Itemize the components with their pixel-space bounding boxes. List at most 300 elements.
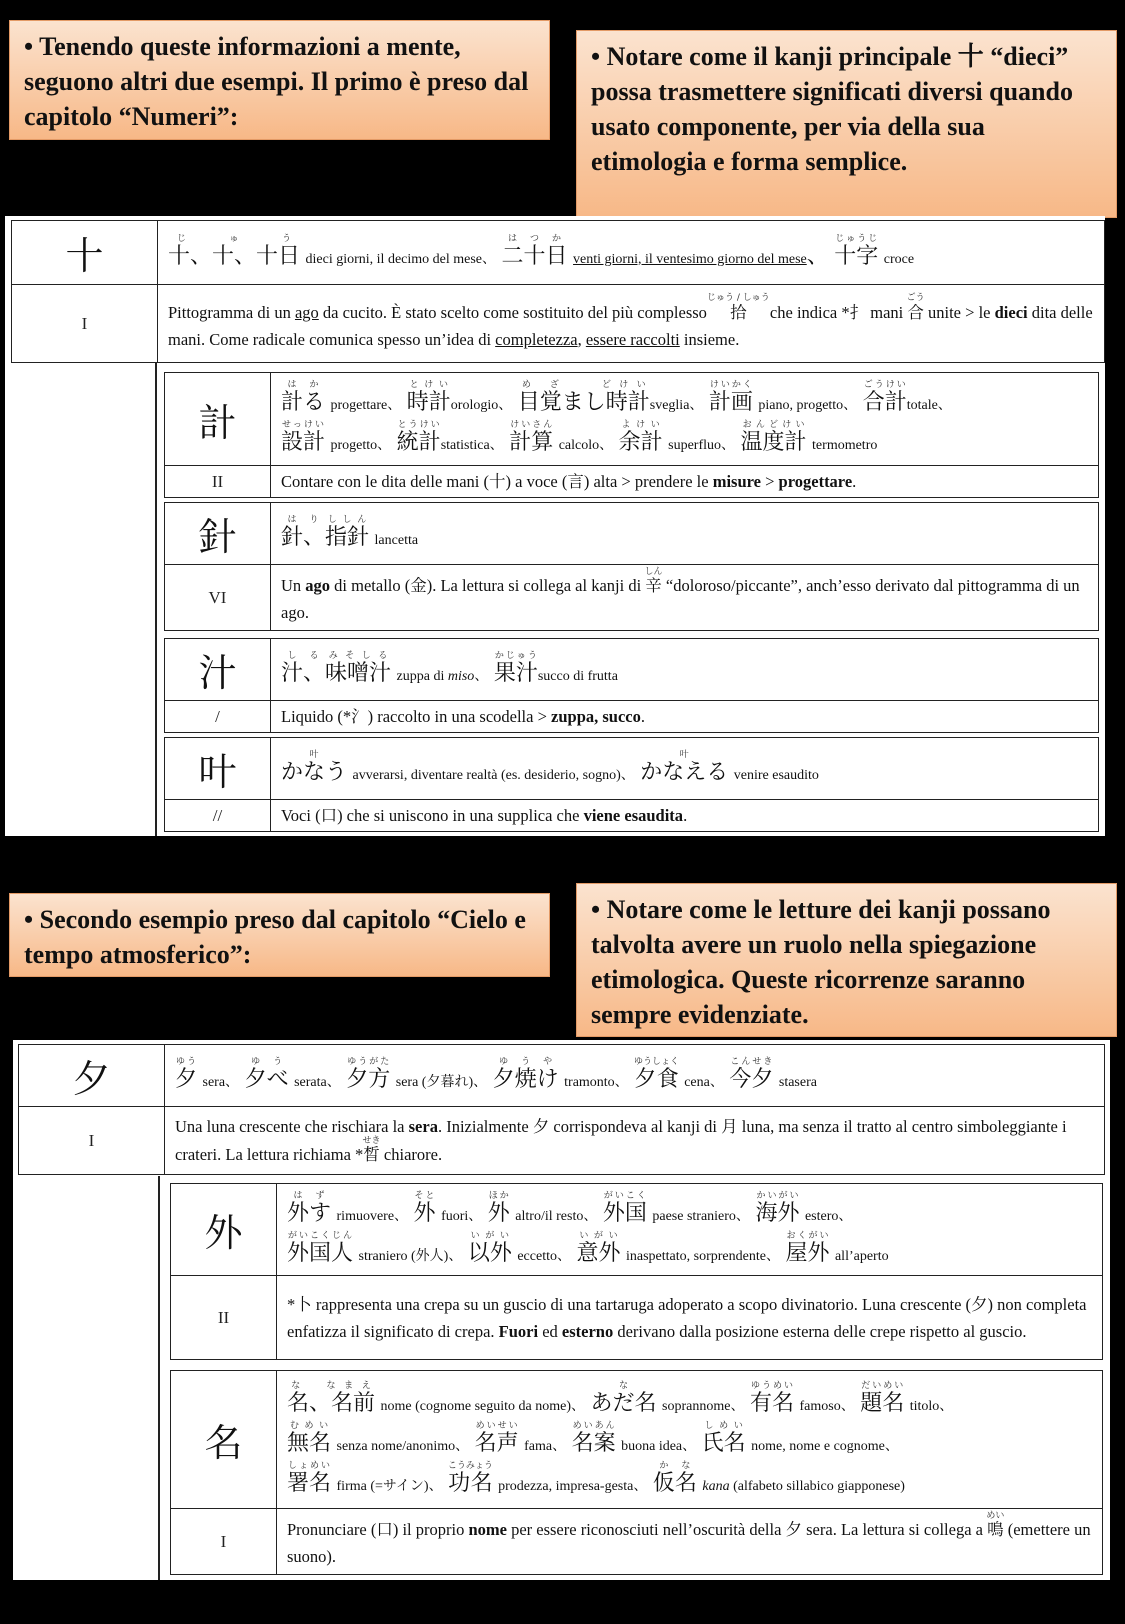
gloss: statistica、 [440,438,504,453]
level-juu: I [12,285,158,363]
juu-rt-1: じゅう [168,232,301,243]
text-fragment: 、 [474,668,489,684]
kei-row1 [281,379,1088,419]
kanji-word [729,1055,774,1091]
kanji-word [168,232,301,268]
kanji-table-kei [164,372,1099,498]
text-fragment: 果汁 [493,659,538,685]
furigana: な [590,1379,657,1390]
juu-sep: 、 [806,242,829,268]
text-fragment: misure [712,472,761,491]
gloss: venire esaudito [733,767,819,783]
text-fragment: 氏名 [701,1429,746,1455]
gloss: progettare、 [330,398,402,413]
text-fragment: 功名 [447,1469,493,1495]
furigana: めいせい [474,1419,519,1430]
text-fragment [19,1107,1105,1175]
text-fragment: 温度計 [740,429,807,454]
text-fragment [165,639,1099,733]
text-fragment: 夕 [175,1065,198,1091]
na-row3 [287,1460,1092,1500]
kanji-word [860,1379,905,1415]
furigana: はか [281,379,326,389]
furigana: ゆう [175,1055,198,1066]
juu-examples [158,221,1105,285]
kanji-table-soto [170,1183,1103,1360]
text-fragment: Fuori [498,1321,539,1341]
kanji-word [474,1419,519,1455]
text-fragment: 署名 [287,1469,332,1495]
kanji-word [325,513,370,549]
kanau-examples [271,738,1099,800]
text-fragment [171,1371,1103,1575]
text-fragment: 名声 [474,1429,519,1455]
juu-k: 拾 [707,302,770,322]
furigana: はず [287,1189,332,1200]
text-fragment: 今夕 [729,1065,774,1091]
gloss: avverarsi, diventare realtà (es. desiderio, sogno)、 [352,767,635,783]
gloss: paese straniero、 [652,1208,750,1224]
juu-t5: dita delle mani. Come radicale comunica spesso un’idea di [168,302,1093,349]
text-fragment: ed [538,1321,562,1341]
furigana: 叶 [640,748,729,759]
kanji-word [640,748,729,784]
gloss: orologio、 [450,398,513,413]
text-fragment: 晳 [362,1145,381,1164]
gloss: straniero (外人)、 [358,1248,463,1264]
text-fragment: 外 [413,1199,436,1225]
kanji-word [281,419,326,454]
level-hari: VI [165,565,271,631]
gloss: famoso、 [799,1398,855,1414]
furigana: 叶 [281,748,348,759]
gloss: firma (=サイン)、 [336,1478,443,1494]
kanji-word [644,567,663,595]
kanji-word [590,1379,657,1415]
juu-dieci: dieci [994,302,1028,322]
kanji-table-na [170,1370,1103,1575]
gloss: fama、 [524,1438,567,1454]
text-fragment: Voci (口) che si uniscono in una supplica che [281,806,584,825]
gloss: altro/il resto、 [515,1208,598,1224]
text-fragment: chiarore. [379,1145,443,1164]
text-fragment [12,221,1105,363]
text-fragment: Pronunciare (口) il proprio [287,1520,469,1539]
kei-w1 [281,379,326,414]
text-fragment: 計画 [708,389,753,414]
furigana: ゆう [244,1055,289,1066]
text-fragment: 鳴 [986,1520,1005,1539]
text-fragment: zuppa di [396,668,448,684]
kanji-word [740,419,807,454]
kanji-word [406,379,451,414]
gloss [702,1479,905,1494]
furigana: ゆうや [492,1055,559,1066]
soto-explanation [277,1276,1103,1360]
gloss: termometro [812,438,878,453]
kanji-word [281,748,348,784]
text-fragment: viene esaudita [583,806,684,825]
juu-rt-3: じゅうじ [834,232,879,243]
text-fragment: > [760,472,779,491]
gloss: buona idea、 [621,1438,697,1454]
text-fragment: 有名 [749,1389,794,1415]
text-fragment [165,373,1099,466]
text-fragment: 計算 [509,429,554,454]
kanji-kanau: 叶 [165,738,271,800]
text-fragment [19,1045,1105,1107]
level-yuu: I [19,1107,165,1175]
kanji-table-shiru [164,638,1099,733]
text-fragment: 名、名前 [287,1389,376,1415]
juu-t3: che indica *扌 mani [765,302,908,322]
text-fragment: *卜 rappresenta una crepa su un guscio di una tartaruga adoperato a scopo divinatorio. Luna crescente (夕) non completa enfatizza il significato di crepa. [287,1294,1087,1341]
text-fragment: progettare [778,472,853,491]
kei-explanation [271,466,1099,498]
kanji-kei: 計 [165,373,271,466]
furigana: そと [413,1189,436,1200]
juu-t6: , [577,329,586,349]
juu-go-rt: ごう [906,292,925,303]
furigana: ゆうしょく [633,1055,679,1066]
juu-ess: essere raccolti [585,329,680,349]
furigana: だいめい [860,1379,905,1390]
text-fragment: derivano dalla posizione esterna delle crepe rispetto al guscio. [613,1321,1027,1341]
gloss: serata、 [294,1074,341,1090]
gloss: senza nome/anonimo、 [336,1438,470,1454]
gloss [573,252,807,267]
juu-t7: insieme. [679,329,740,349]
furigana: こんせき [729,1055,774,1066]
text-fragment: Un [281,576,306,595]
kanji-word [906,292,925,322]
furigana: ゆうめい [749,1379,794,1390]
na-explanation [277,1509,1103,1575]
hari-explanation [271,565,1099,631]
na-examples [277,1371,1103,1509]
juu-ex-1: 十、十、十日 [168,242,301,268]
kanji-word [862,379,907,414]
furigana: みそしる [325,649,392,660]
level-soto: II [171,1276,277,1360]
furigana: めい [986,1511,1005,1521]
kanji-word [501,232,568,268]
gloss: prodezza, impresa-gesta、 [498,1478,648,1494]
level-kei: II [165,466,271,498]
kanji-word [576,1229,621,1265]
text-fragment [165,373,1099,498]
juu-t2: da cucito. È stato scelto come sostituito del più complesso [318,302,712,322]
gloss: tramonto、 [564,1074,629,1090]
kanji-na: 名 [171,1371,277,1509]
kanji-word [986,1511,1005,1539]
gloss: soprannome、 [662,1398,745,1414]
yuu-vline [158,1176,160,1580]
text-fragment: (alfabeto sillabico giapponese) [729,1478,905,1494]
gloss: estero、 [804,1208,853,1224]
kanji-word [633,1055,679,1091]
juu-rt-2: はつか [501,232,568,243]
kanji-hari: 針 [165,503,271,565]
juu-ex-3-gloss: croce [883,251,915,267]
gloss: eccetto、 [517,1248,571,1264]
text-fragment [165,466,1099,498]
gloss: titolo、 [909,1398,954,1414]
text-fragment [165,800,1099,832]
kanji-word [707,292,770,322]
furigana: けいさん [509,419,554,429]
furigana: がいこくじん [287,1229,354,1240]
kanji-word [834,232,879,268]
kanji-word [492,1055,559,1091]
text-fragment: 外す [287,1199,332,1225]
kanji-word [281,649,326,685]
furigana: けいかく [708,379,753,389]
text-fragment [165,565,1099,631]
shiru-explanation [271,701,1099,733]
text-fragment: 意外 [576,1239,621,1265]
yuu-explanation [165,1107,1105,1175]
furigana: かじゅう [493,649,538,660]
text-fragment: 計る [281,389,326,414]
kanau-explanation [271,800,1099,832]
furigana: おくがい [785,1229,830,1240]
furigana: ほか [487,1189,510,1200]
gloss: calcolo、 [558,438,614,453]
furigana: せき [362,1136,381,1146]
text-fragment [165,503,1099,565]
kanji-word [708,379,753,414]
kanji-shiru: 汁 [165,639,271,701]
kanji-word [785,1229,830,1265]
kanji-word [652,1459,697,1495]
juu-k-rt: じゅう / しゅう [707,292,770,303]
kanji-word [602,1189,647,1225]
kanji-word [755,1189,800,1225]
kanji-word [509,419,554,454]
juu-ex-3: 十字 [834,242,879,268]
soto-row2 [287,1230,1092,1270]
text-fragment [165,503,1099,631]
text-fragment: Liquido (*氵) raccolto in una scodella > [281,707,552,726]
gloss: cena、 [684,1074,724,1090]
shiru-examples [271,639,1099,701]
furigana: こうみょう [447,1459,493,1470]
gloss: piano, progetto、 [758,398,858,413]
gloss: inaspettato, sorprendente、 [626,1248,780,1264]
furigana: いがい [576,1229,621,1240]
gloss: superfluo、 [668,438,736,453]
furigana: おんどけい [740,419,807,429]
callout-second-example: • Secondo esempio preso dal capitolo “Cielo e tempo atmosferico”: [9,893,550,977]
text-fragment: 夕焼け [492,1065,559,1091]
kanji-word [287,1229,354,1265]
text-fragment: “doloroso/piccante”, anch’esso derivato dal pittogramma di un ago. [281,576,1080,622]
level-kanau: // [165,800,271,832]
text-fragment [171,1509,1103,1575]
sheet-numeri [5,216,1105,836]
text-fragment: あだ名 [590,1389,657,1415]
callout-note-juu: • Notare come il kanji principale 十 “dieci” possa trasmettere significati diversi quando usato componente, per via della sua etimologia e forma semplice. [576,30,1117,218]
furigana: しる [281,649,326,660]
text-fragment: kana [702,1478,730,1494]
kanji-word [487,1189,510,1225]
text-fragment: 外 [487,1199,510,1225]
gloss: all’aperto [834,1248,889,1264]
text-fragment [171,1184,1103,1276]
kanji-word [281,513,326,549]
furigana: しめい [701,1419,746,1430]
text-fragment: 指針 [325,523,370,549]
kei-examples [271,373,1099,466]
text-fragment: 題名 [860,1389,905,1415]
gloss: nome, nome e cognome、 [751,1438,899,1454]
kanji-word [287,1189,332,1225]
text-fragment: 夕食 [633,1065,679,1091]
gloss: sveglia、 [649,398,704,413]
furigana: むめい [287,1419,332,1430]
kanji-table-hari [164,502,1099,631]
text-fragment: 設計 [281,429,326,454]
text-fragment [171,1276,1103,1360]
juu-ex-2-gloss: venti giorni, il ventesimo giorno del mese [573,251,807,267]
text-fragment [12,285,1105,363]
text-fragment: 夕方 [346,1065,391,1091]
callout-note-readings: • Notare come le letture dei kanji possano talvolta avere un ruolo nella spiegazione etimologica. Queste ricorrenze saranno sempre evidenziate. [576,883,1117,1037]
gloss: fuori、 [441,1208,483,1224]
gloss: sera (夕暮れ)、 [395,1074,488,1090]
text-fragment: nome [468,1520,507,1539]
juu-explanation [158,285,1105,363]
furigana: めいあん [571,1419,616,1430]
kanji-word [346,1055,391,1091]
furigana: かな [652,1459,697,1470]
text-fragment: esterno [561,1321,614,1341]
text-fragment: 時計 [406,389,451,414]
furigana: とけい [406,379,451,389]
text-fragment: 余計 [618,429,663,454]
gloss: nome (cognome seguito da nome)、 [380,1398,586,1414]
level-shiru: / [165,701,271,733]
text-fragment [12,221,1105,285]
text-fragment: Una luna crescente che rischiara la [175,1117,409,1136]
kanji-word [701,1419,746,1455]
furigana: とうけい [396,419,441,429]
text-fragment [165,738,1099,800]
gloss: rimuovere、 [336,1208,409,1224]
text-fragment: 海外 [755,1199,800,1225]
text-fragment [165,738,1099,832]
furigana: ししん [325,513,370,524]
text-fragment [171,1184,1103,1360]
text-fragment: . [683,806,688,825]
kanji-word [571,1419,616,1455]
furigana: せっけい [281,419,325,429]
gloss: sera、 [202,1074,240,1090]
furigana: め ざ どけい [517,379,650,389]
text-fragment: zuppa, succo [551,707,641,726]
text-fragment [165,701,1099,733]
juu-vline [155,362,157,836]
kanji-word [467,1229,512,1265]
text-fragment: かなう [281,758,348,784]
text-fragment: 外国人 [287,1239,354,1265]
kanji-word [749,1379,794,1415]
na-row1 [287,1380,1092,1420]
juu-ex-1-gloss: dieci giorni, il decimo del mese、 [305,251,497,267]
juu-t4: unite > le [923,302,995,322]
text-fragment: 辛 [644,576,663,595]
kanji-word [325,649,392,685]
furigana: はり [281,513,326,524]
text-fragment: 目覚まし時計 [517,389,650,414]
text-fragment: 無名 [287,1429,332,1455]
text-fragment: 屋外 [785,1239,830,1265]
kanji-word [287,1459,332,1495]
text-fragment: sera [408,1117,438,1136]
kanji-word [396,419,441,454]
gloss: succo di frutta [537,668,618,684]
kanji-word [447,1459,493,1495]
yuu-examples [165,1045,1105,1107]
sheet-cielo [13,1040,1110,1580]
gloss: lancetta [374,532,419,548]
furigana: かいがい [755,1189,800,1200]
kanji-soto: 外 [171,1184,277,1276]
juu-comp: completezza [495,329,578,349]
furigana: がいこく [602,1189,647,1200]
level-na: I [171,1509,277,1575]
kanji-word [362,1136,381,1164]
juu-t1: Pittogramma di un [168,302,295,322]
text-fragment: . [640,707,646,726]
text-fragment: 針、 [281,523,326,549]
text-fragment: 味噌汁 [325,659,392,685]
furigana: しん [644,567,663,577]
kanji-word [244,1055,289,1091]
callout-intro: • Tenendo queste informazioni a mente, seguono altri due esempi. Il primo è preso dal capitolo “Numeri”: [9,20,550,140]
kanji-word [287,1379,376,1415]
text-fragment [165,639,1099,701]
gloss: stasera [778,1074,817,1090]
kanji-yuu: 夕 [19,1045,165,1107]
furigana: しょめい [287,1459,332,1470]
text-fragment [171,1371,1103,1509]
text-fragment: per essere riconosciuti nell’oscurità della 夕 sera. La lettura si collega a [506,1520,988,1539]
kanji-word [517,379,650,414]
text-fragment: . [852,472,857,491]
text-fragment: di metallo (金). La lettura si collega al kanji di [330,576,646,595]
kanji-word [618,419,663,454]
text-fragment: 名案 [571,1429,616,1455]
text-fragment: 仮名 [652,1469,697,1495]
text-fragment: 汁、 [281,659,326,685]
text-fragment: 以外 [467,1239,512,1265]
text-fragment: 夕べ [244,1065,289,1091]
text-fragment: ago [305,576,331,595]
juu-ago: ago [294,302,319,322]
gloss: totale、 [906,398,952,413]
hari-examples [271,503,1099,565]
furigana: いがい [467,1229,512,1240]
text-fragment: (emettere un suono). [287,1520,1091,1566]
juu-go: 合 [906,302,925,322]
furigana: な なまえ [287,1379,376,1390]
kanji-table-kanau [164,737,1099,832]
soto-examples [277,1184,1103,1276]
furigana: よけい [618,419,663,429]
furigana: ごうけい [862,379,907,389]
